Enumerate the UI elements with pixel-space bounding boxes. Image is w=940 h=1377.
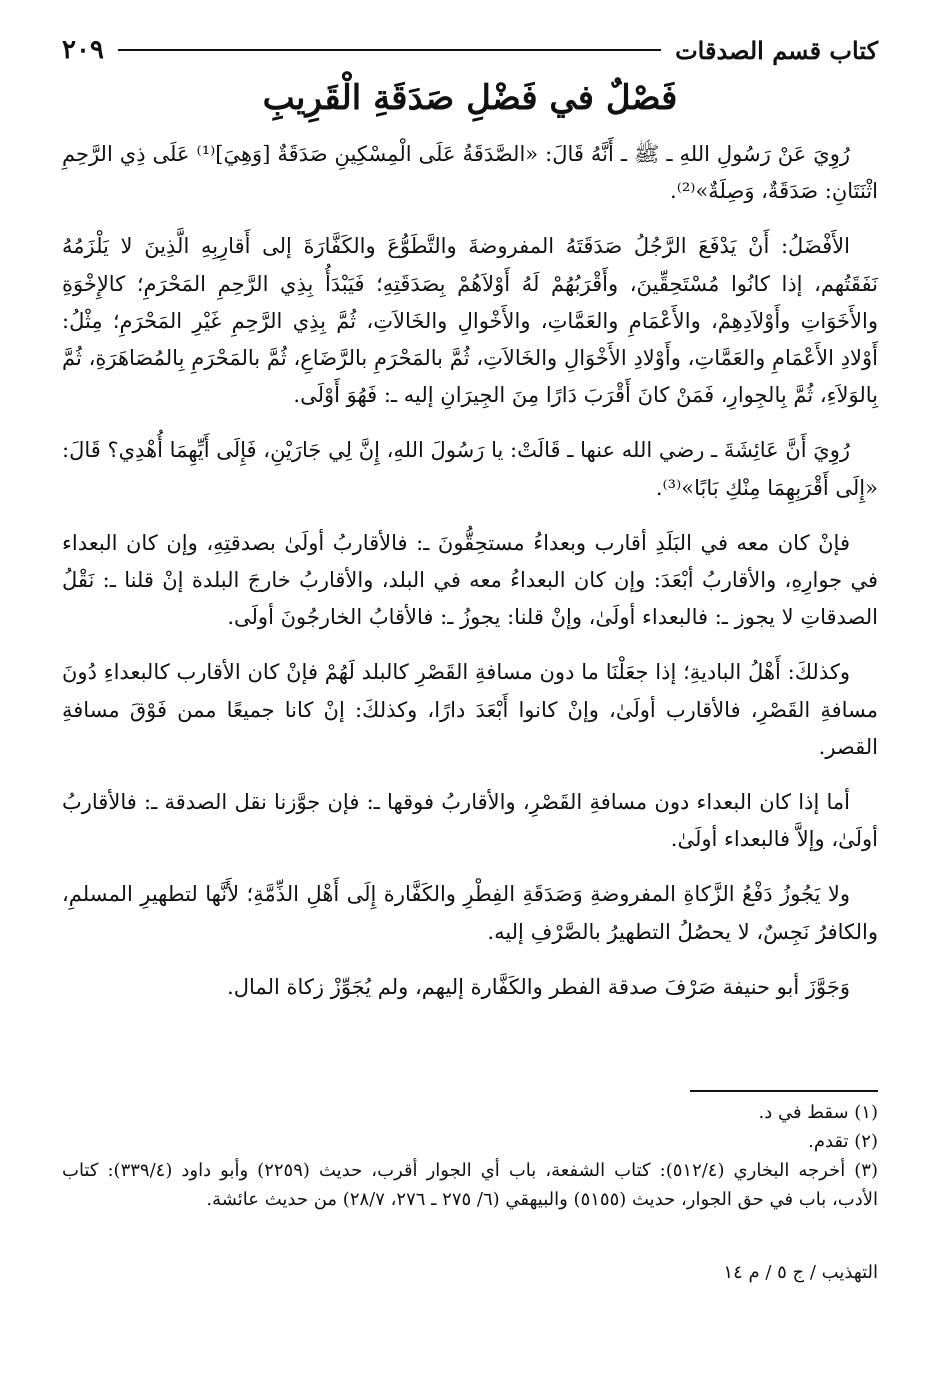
main-text — [62, 136, 878, 1024]
footnotes — [62, 1098, 878, 1214]
paragraph: أما إذا كان البعداء دون مسافةِ القَصْرِ، والأقاربُ فوقها ـ: فإن جوَّزنا نقل الصدقة ـ: فالأقاربُ أولَىٰ، وإلاَّ فالبعداء أولَىٰ. — [62, 790, 878, 852]
book-title: كتاب قسم الصدقات — [675, 35, 878, 65]
paragraph: وَجَوَّزَ أبو حنيفة صَرْفَ صدقة الفطر والكَفَّارة إليهم، ولم يُجَوِّزْ زكاة المال. — [227, 974, 850, 999]
paragraph: فإنْ كان معه في البَلَدِ أقارب وبعداءُ مستحِقُّونَ ـ: فالأقاربُ أولَىٰ بصدقتِهِ، وإن كان البعداء في جوارِهِ، والأقاربُ أبْعَدَ: وإن كان البعداءُ معه في البلد، والأقاربُ خارجَ البلدة إنْ قلنا ـ: نَقْلُ الصدقاتِ لا يجوز ـ: فالبعداء أولَىٰ، وإنْ قلنا: يجوزُ ـ: فالأقابُ الخارجُونَ أولَى. — [62, 530, 878, 630]
paragraph: ولا يَجُوزُ دَفْعُ الزَّكاةِ المفروضةِ وَصَدَقَةِ الفِطْرِ والكَفَّارة إِلَى أَهْلِ الذِّمَّةِ؛ لأَنَّها لتطهيرِ المسلمِ، والكافرُ نَجِسٌ، لا يحصُلُ التطهيرُ بالصَّرْفِ إليه. — [62, 882, 878, 944]
section-title: فَصْلٌ في فَضْلِ صَدَقَةِ الْقَرِيبِ — [262, 78, 678, 118]
footnote: (٢) تقدم. — [808, 1131, 878, 1152]
page-number: ٢٠٩ — [62, 35, 104, 65]
printer-signature: التهذيب / ج ٥ / م ١٤ — [723, 1262, 878, 1283]
paragraph: رُوِيَ عَنْ رَسُولِ اللهِ ـ ﷺ ـ أَنَّهُ قَالَ: «الصَّدَقَةُ عَلَى الْمِسْكِينِ صَدَقَةٌ [وَهِيَ]⁽¹⁾ عَلَى ذِي الرَّحِمِ اثْنَتَانِ: صَدَقَةٌ، وَصِلَةٌ»⁽²⁾. — [62, 142, 878, 204]
paragraph: رُوِيَ أَنَّ عَائِشَةَ ـ رضي الله عنها ـ قَالَتْ: يا رَسُولَ اللهِ، إِنَّ لِي جَارَيْنِ، فَإِلَى أَيِّهِمَا أُهْدِي؟ قَالَ: «إِلَى أَقْرَبِهِمَا مِنْكِ بَابًا»⁽³⁾. — [62, 438, 878, 500]
footnote: (٣) أخرجه البخاري (٥١٢/٤): كتاب الشفعة، باب أي الجوار أقرب، حديث (٢٢٥٩) وأبو داود (٣٣٩/٤): كتاب الأدب، باب في حق الجوار، حديث (٥١٥٥) والبيهقي (٦/ ٢٧٥ ـ ٢٧٦، ٢٨/٧) من حديث عائشة. — [62, 1160, 878, 1210]
running-header — [62, 30, 878, 70]
footnote-separator — [690, 1090, 878, 1092]
paragraph: وكذلكَ: أَهْلُ الباديةِ؛ إذا جعَلْنَا ما دون مسافةِ القَصْرِ كالبلد لَهُمْ فإنْ كان الأقارب كالبعداءِ دُونَ مسافةِ القَصْرِ، فالأقارب أولَىٰ، وإنْ كانوا أَبْعَدَ دارًا، وكذلكَ: إنْ كانا جميعًا ممن فَوْقَ مسافةِ القصر. — [62, 660, 878, 759]
paragraph: الأَفْضَلُ: أَنْ يَدْفَعَ الرَّجُلُ صَدَقَتَهُ المفروضةَ والتَّطَوُّعَ والكَفَّارَةَ إلى أَقارِبِهِ الَّذِينَ لا يَلْزَمُهُ نَفَقَتُهم، إذا كانُوا مُسْتَحِقِّينَ، وأَقْرَبُهُمْ لَهُ أَوْلاَهُمْ بِصَدَقَتِهِ؛ فَيَبْدَأُ بِذِي الرَّحِمِ المَحْرَمِ؛ كالإِخْوَةِ والأَخَوَاتِ وأَوْلاَدِهِمْ، والأَعْمَامِ والعَمَّاتِ، والأَخْوالِ والخَالاَتِ، ثُمَّ بِذِي الرَّحِمِ غَيْرِ المَحْرَمِ؛ مِثْلُ: أَوْلادِ الأَعْمَامِ والعَمَّاتِ، وأَوْلادِ الأَخْوَالِ والخَالاَتِ، ثُمَّ بالمَحْرَمِ بالرَّضَاعِ، ثُمَّ بالمَحْرَمِ بِالمُصَاهَرَةِ، ثُمَّ بِالوَلاَءِ، ثُمَّ بِالجِوارِ، فَمَنْ كانَ أَقْرَبَ دَارًا مِنَ الجِيرَانِ إليه ـ: فَهُوَ أَوْلَى. — [62, 234, 878, 408]
footnote: (١) سقط في د. — [758, 1102, 878, 1123]
header-rule — [118, 49, 661, 51]
